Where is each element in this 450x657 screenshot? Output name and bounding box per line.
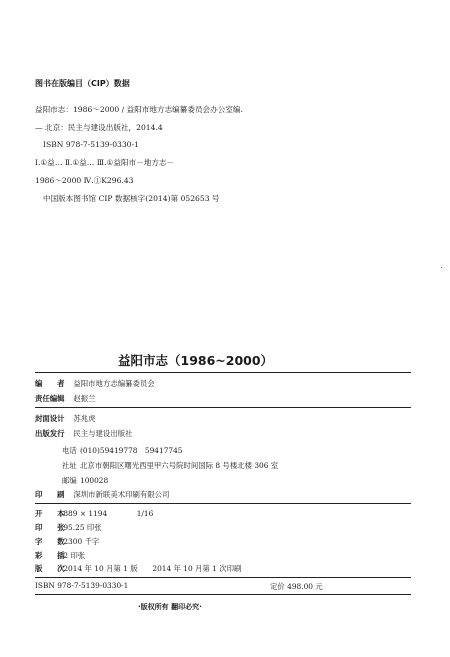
divider-title xyxy=(35,372,411,373)
words-label: 字 数 xyxy=(35,537,65,546)
cip-line-5: 1986～2000 Ⅳ.①K296.43 xyxy=(35,176,134,185)
editor-label: 编 者 xyxy=(35,379,65,388)
edition-row xyxy=(35,563,241,574)
format-value: 889 × 1194 1/16 xyxy=(63,509,154,518)
divider-footer xyxy=(35,594,411,595)
sheets-value: 95.25 印张 xyxy=(63,523,102,532)
plates-value: 2 印张 xyxy=(63,551,86,560)
printer-row xyxy=(35,489,169,500)
edition-value: 2014 年 10 月第 1 版 2014 年 10 月第 1 次印刷 xyxy=(63,564,242,573)
rights-notice: ·版权所有 翻印必究· xyxy=(138,603,202,611)
plates-row xyxy=(35,550,85,561)
address-value: 北京市朝阳区曙光西里甲六号院时间国际 8 号楼北楼 306 室 xyxy=(80,461,279,470)
publisher-row xyxy=(35,428,133,439)
cover-row xyxy=(35,413,96,424)
phone-value: (010)59419778 59417745 xyxy=(80,446,183,455)
format-label: 开 本 xyxy=(35,509,65,518)
postcode-row xyxy=(62,475,108,486)
divider-publisher xyxy=(35,503,411,504)
format-row xyxy=(35,508,153,519)
divider-editors xyxy=(35,407,411,408)
cover-value: 苏兆虎 xyxy=(73,414,96,423)
postcode-label: 邮编 xyxy=(62,476,77,485)
edition-label: 版 次 xyxy=(35,564,65,573)
cover-label: 封面设计 xyxy=(35,414,65,423)
address-label: 社址 xyxy=(62,461,77,470)
cip-line-1: 益阳市志：1986～2000 / 益阳市地方志编纂委员会办公室编. xyxy=(35,105,243,114)
editor-row xyxy=(35,378,155,389)
resp-editor-row xyxy=(35,393,96,404)
publisher-label: 出版发行 xyxy=(35,429,65,438)
resp-editor-value: 赵振兰 xyxy=(73,394,96,403)
cip-line-4: Ⅰ.①益… Ⅱ.①益… Ⅲ.①益阳市－地方志－ xyxy=(35,158,175,167)
cip-line-3: ISBN 978-7-5139-0330-1 xyxy=(43,140,139,149)
plates-label: 彩 插 xyxy=(35,551,65,560)
isbn: ISBN 978-7-5139-0330-1 xyxy=(35,581,129,590)
cip-line-6: 中国版本图书馆 CIP 数据核字(2014)第 052653 号 xyxy=(43,194,220,203)
words-row xyxy=(35,536,99,547)
address-row xyxy=(62,460,278,471)
sheets-label: 印 张 xyxy=(35,523,65,532)
printer-label: 印 刷 xyxy=(35,490,65,499)
cip-line-2: — 北京：民主与建设出版社，2014.4 xyxy=(35,123,163,132)
publisher-value: 民主与建设出版社 xyxy=(73,429,133,438)
book-title: 益阳市志（1986~2000） xyxy=(118,353,274,368)
printer-value: 深圳市新联美术印刷有限公司 xyxy=(73,490,170,499)
price: 定价 498.00 元 xyxy=(270,582,323,591)
divider-specs xyxy=(35,577,411,578)
phone-row xyxy=(62,445,183,456)
editor-value: 益阳市地方志编纂委员会 xyxy=(73,379,155,388)
words-value: 2300 千字 xyxy=(63,537,100,546)
phone-label: 电话 xyxy=(62,446,77,455)
sheets-row xyxy=(35,522,102,533)
postcode-value: 100028 xyxy=(80,476,109,485)
cip-heading: 图书在版编目（CIP）数据 xyxy=(35,79,130,88)
resp-editor-label: 责任编辑 xyxy=(35,394,65,403)
scan-speck xyxy=(441,267,442,268)
